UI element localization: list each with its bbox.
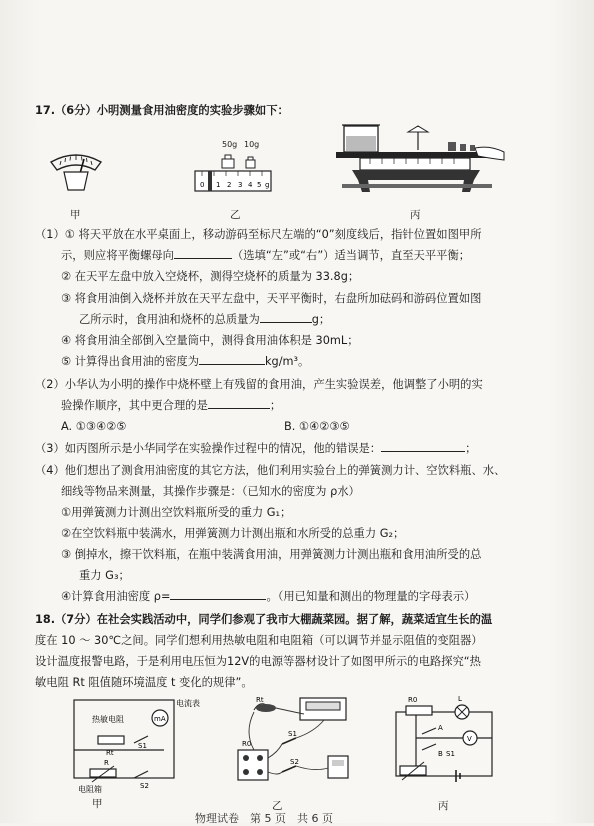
circuit-bing-s1: S1 — [446, 750, 455, 758]
q17-part4-step2: ②在空饮料瓶中装满水，用弹簧测力计测出瓶和水所受的总重力 G₂； — [61, 527, 405, 540]
answer-blank-direction[interactable] — [174, 248, 232, 259]
fig-label-q18-jia: 甲 — [92, 798, 103, 810]
page-footer: 物理试卷 第 5 页 共 6 页 — [195, 812, 333, 825]
q17-part4-line1: （4）他们想出了测食用油密度的其它方法，他们利用实验台上的弹簧测力计、空饮料瓶、水、 — [35, 464, 506, 477]
weights-icon — [214, 150, 284, 170]
q17-part4-step3-line2: 重力 G₃； — [79, 569, 130, 582]
circuit-jia-r: R — [104, 759, 109, 767]
q17-part4-step1: ①用弹簧测力计测出空饮料瓶所受的重力 G₁； — [61, 506, 292, 519]
circuit-jia-rt: Rt — [106, 749, 114, 757]
circuit-yi-rt: Rt — [256, 696, 264, 704]
circuit-jia-s1: S1 — [138, 742, 147, 750]
q17-part2-line2: 验操作顺序，其中更合理的是 ； — [61, 399, 282, 412]
balance-scale-figure — [330, 120, 505, 202]
balance-pointer-figure — [48, 148, 104, 194]
q17-step1-line2: 示，则应将平衡螺母向 （选填“左”或“右”）适当调节，直至天平平衡； — [61, 249, 471, 262]
q17-option-b: B. ①④②③⑤ — [284, 420, 350, 433]
answer-blank-density[interactable] — [199, 354, 265, 365]
fig-label-bing: 丙 — [410, 209, 421, 221]
q17-part4-step4: ④计算食用油密度 ρ= 。（用已知量和测出的物理量的字母表示） — [61, 590, 476, 603]
circuit-bing — [386, 692, 506, 804]
ruler-tick-0: 0 — [200, 181, 205, 189]
q17-step3-line1: ③ 将食用油倒入烧杯并放在天平左盘中，天平平衡时，右盘所加砝码和游码位置如图 — [61, 292, 482, 305]
circuit-jia-box: 电阻箱 — [78, 785, 102, 794]
answer-blank-formula[interactable] — [170, 589, 266, 600]
circuit-jia — [64, 692, 200, 800]
ruler-tick-4: 4 — [248, 181, 253, 189]
q17-step3-line2: 乙所示时，食用油和烧杯的总质量为 g； — [79, 313, 331, 326]
q18-line3: 设计温度报警电路，于是利用电压恒为12V的电源等器材设计了如图甲所示的电路探究“热 — [35, 655, 481, 668]
q17-part4-step3-line1: ③ 倒掉水，擦干饮料瓶，在瓶中装满食用油，用弹簧测力计测出瓶和食用油所受的总 — [61, 548, 482, 561]
circuit-jia-ammeter: 电流表 — [176, 699, 200, 708]
ruler-tick-2: 2 — [227, 181, 232, 189]
circuit-yi — [224, 692, 354, 804]
circuit-yi-r0: R0 — [242, 740, 252, 748]
circuit-yi-s2: S2 — [290, 758, 299, 766]
circuit-yi-s1: S1 — [288, 730, 297, 738]
q17-step2: ② 在天平左盘中放入空烧杯，测得空烧杯的质量为 33.8g； — [61, 270, 360, 283]
q18-line1: 18.（7分）在社会实践活动中，同学们参观了我市大棚蔬菜园。据了解，蔬菜适宜生长的温 — [35, 613, 493, 626]
weights-ruler-figure — [200, 140, 284, 200]
q18-line4: 敏电阻 Rt 阻值随环境温度 t 变化的规律”。 — [35, 676, 253, 689]
ruler-tick-5: 5 — [257, 181, 262, 189]
circuit-jia-thermistor: 热敏电阻 — [92, 715, 124, 724]
q17-title: 17.（6分）小明测量食用油密度的实验步骤如下： — [35, 104, 289, 117]
q17-part3: （3）如丙图所示是小华同学在实验操作过程中的情况，他的错误是： ； — [35, 442, 477, 455]
fig-label-q18-bing: 丙 — [438, 800, 449, 812]
ruler-tick-3: 3 — [238, 181, 243, 189]
q18-line2: 度在 10 ～ 30℃之间。同学们想利用热敏电阻和电阻箱（可以调节并显示阻值的变阻器） — [35, 634, 483, 647]
answer-blank-order[interactable] — [208, 398, 270, 409]
ruler-tick-1: 1 — [216, 181, 221, 189]
q17-step4: ④ 将食用油全部倒入空量筒中，测得食用油体积是 30mL； — [61, 334, 359, 347]
q17-step1-line1: （1）① 将天平放在水平桌面上，移动游码至标尺左端的“0”刻度线后，指针位置如图甲所 — [35, 228, 482, 241]
circuit-bing-b: B — [438, 750, 443, 758]
fig-label-yi: 乙 — [230, 209, 241, 221]
circuit-jia-ma: mA — [154, 715, 166, 723]
circuit-jia-s2: S2 — [140, 782, 149, 790]
weight-10g-label: 10g — [244, 140, 260, 149]
q17-part2-line1: （2）小华认为小明的操作中烧杯壁上有残留的食用油，产生实验误差，他调整了小明的实 — [35, 378, 483, 391]
answer-blank-error[interactable] — [381, 441, 465, 452]
answer-blank-mass[interactable] — [260, 312, 312, 323]
q17-step5: ⑤ 计算得出食用油的密度为 kg/m³。 — [61, 355, 310, 368]
circuit-bing-r0: R0 — [408, 696, 418, 704]
weight-50g-label: 50g — [222, 140, 238, 149]
circuit-bing-l: L — [458, 695, 462, 703]
circuit-bing-v: V — [467, 735, 472, 743]
ruler-icon — [194, 170, 272, 192]
ruler-tick-unit: g — [265, 181, 270, 189]
q17-option-a: A. ①③④②⑤ — [61, 420, 127, 433]
circuit-bing-a: A — [438, 724, 443, 732]
q17-part4-line2: 细线等物品来测量，其操作步骤是：（已知水的密度为 ρ水） — [61, 485, 360, 498]
fig-label-jia: 甲 — [70, 209, 81, 221]
fig-label-q18-yi: 乙 — [272, 800, 283, 812]
